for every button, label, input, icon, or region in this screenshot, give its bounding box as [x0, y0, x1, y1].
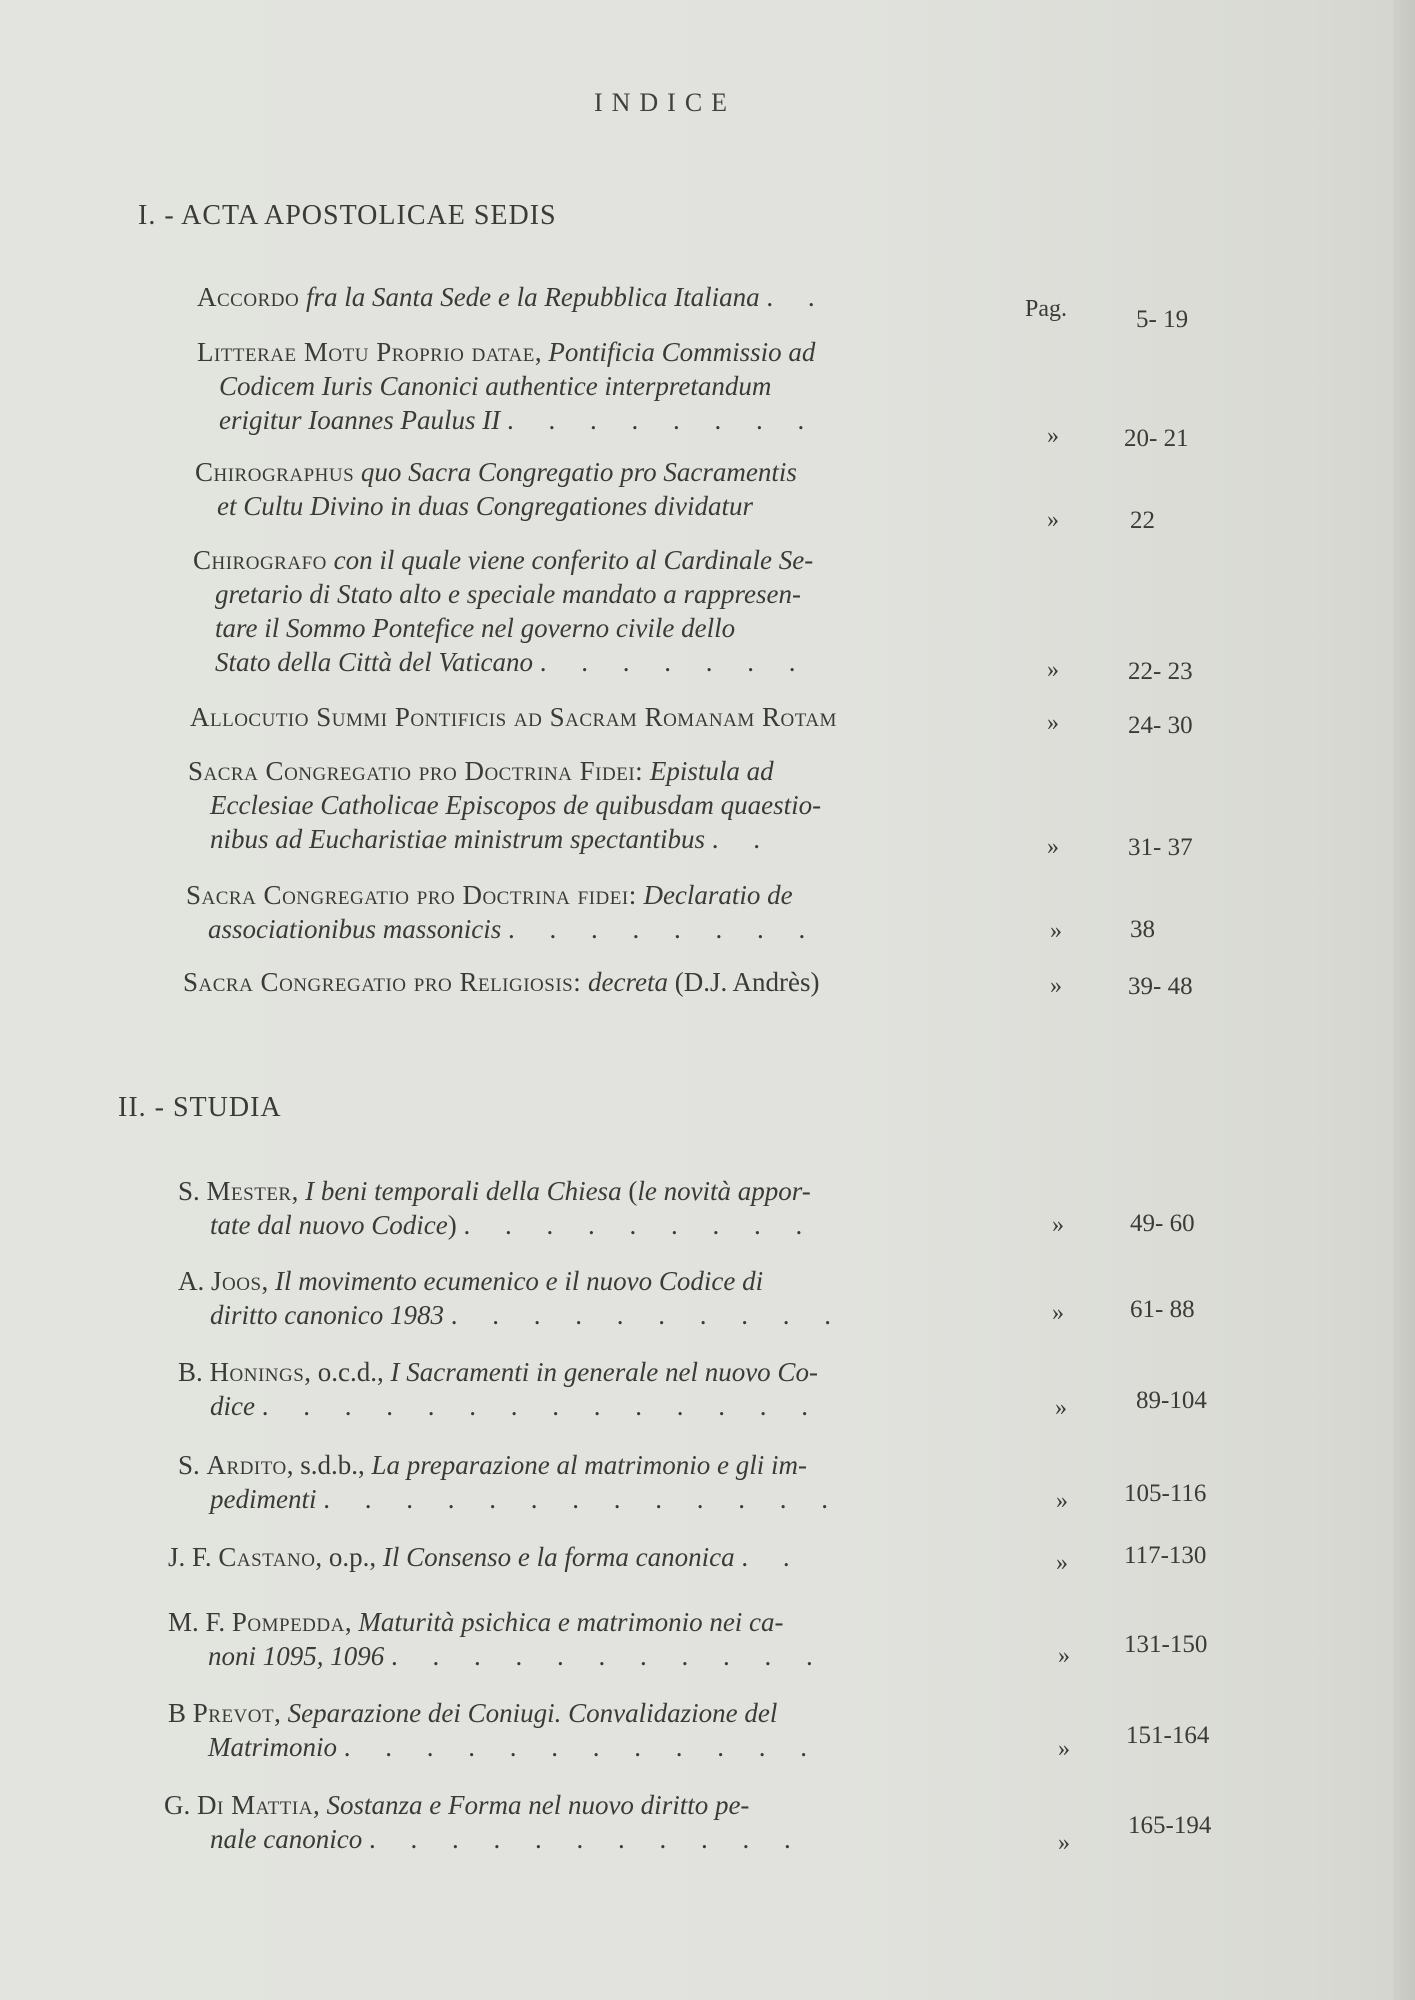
- page-range: 31- 37: [1128, 834, 1193, 861]
- entry-line: Chirografo con il quale viene conferito al Cardinale Se-: [193, 545, 814, 575]
- page-edge-shadow: [1393, 0, 1415, 2000]
- entry-line: Sacra Congregatio pro Religiosis: decreta (D.J. Andrès): [183, 967, 820, 997]
- page-range: 39- 48: [1128, 973, 1193, 1000]
- entry-text: [164, 1788, 805, 1856]
- entry-line: erigitur Ioannes Paulus II . . . . . . . .: [219, 405, 819, 435]
- entry-line: M. F. Pompedda, Maturità psichica e matrimonio nei ca-: [168, 1607, 784, 1637]
- entry-line: S. Ardito, s.d.b., La preparazione al matrimonio e gli im-: [178, 1450, 808, 1480]
- ditto-mark: »: [1047, 423, 1059, 449]
- entry-line: et Cultu Divino in duas Congregationes dividatur: [217, 491, 753, 521]
- page-range: 105-116: [1124, 1480, 1207, 1507]
- ditto-mark: »: [1056, 1550, 1068, 1576]
- section-heading-studia: II. - STUDIA: [118, 1092, 282, 1123]
- entry-line: Stato della Città del Vaticano . . . . . . .: [215, 647, 810, 677]
- entry-text: [197, 280, 829, 314]
- entry-line: S. Mester, I beni temporali della Chiesa (le novità appor-: [178, 1176, 811, 1206]
- entry-line: B Prevot, Separazione dei Coniugi. Convalidazione del: [168, 1698, 778, 1728]
- entry-line: Matrimonio . . . . . . . . . . . .: [208, 1732, 822, 1762]
- entry-text: [178, 1448, 842, 1516]
- page-range: 131-150: [1124, 1631, 1208, 1658]
- ditto-mark: »: [1055, 1395, 1067, 1421]
- ditto-mark: »: [1052, 1212, 1064, 1238]
- entry-line: Accordo fra la Santa Sede e la Repubblica Italiana . .: [197, 282, 829, 312]
- entry-line: Allocutio Summi Pontificis ad Sacram Romanam Rotam: [190, 702, 837, 732]
- entry-line: Ecclesiae Catholicae Episcopos de quibusdam quaestio-: [210, 790, 822, 820]
- entry-text: [178, 1264, 845, 1332]
- page-range: 89-104: [1136, 1387, 1207, 1414]
- page-range: 49- 60: [1130, 1210, 1195, 1237]
- entry-line: gretario di Stato alto e speciale mandato a rappresen-: [215, 579, 801, 609]
- ditto-mark: »: [1058, 1736, 1070, 1762]
- entry-line: A. Joos, Il movimento ecumenico e il nuovo Codice di: [178, 1266, 764, 1296]
- entry-text: [188, 754, 821, 856]
- ditto-mark: »: [1047, 834, 1059, 860]
- page-range: 151-164: [1126, 1722, 1210, 1749]
- page-abbreviation: Pag.: [1025, 296, 1067, 322]
- entry-text: [178, 1174, 816, 1242]
- page-range: 22: [1130, 507, 1155, 534]
- ditto-mark: »: [1058, 1830, 1070, 1856]
- entry-line: J. F. Castano, o.p., Il Consenso e la forma canonica . .: [168, 1542, 804, 1572]
- ditto-mark: »: [1052, 1300, 1064, 1326]
- entry-text: [168, 1696, 821, 1764]
- entry-text: [197, 335, 818, 437]
- entry-line: tate dal nuovo Codice) . . . . . . . . .: [210, 1210, 817, 1240]
- page-range: 165-194: [1128, 1812, 1212, 1839]
- ditto-mark: »: [1050, 918, 1062, 944]
- entry-line: associationibus massonicis . . . . . . . .: [208, 914, 820, 944]
- entry-line: nale canonico . . . . . . . . . . .: [210, 1824, 805, 1854]
- entry-line: noni 1095, 1096 . . . . . . . . . . .: [208, 1641, 827, 1671]
- ditto-mark: »: [1058, 1643, 1070, 1669]
- ditto-mark: »: [1050, 973, 1062, 999]
- entry-line: B. Honings, o.c.d., I Sacramenti in generale nel nuovo Co-: [178, 1357, 818, 1387]
- entry-line: tare il Sommo Pontefice nel governo civile dello: [215, 613, 736, 643]
- entry-text: [168, 1540, 804, 1574]
- page-range: 22- 23: [1128, 658, 1193, 685]
- page-range: 20- 21: [1124, 425, 1189, 452]
- entry-line: pedimenti . . . . . . . . . . . . .: [210, 1484, 842, 1514]
- page-range: 61- 88: [1130, 1296, 1195, 1323]
- entry-line: Codicem Iuris Canonici authentice interpretandum: [219, 371, 772, 401]
- page-range: 5- 19: [1136, 306, 1189, 333]
- entry-text: [183, 965, 819, 999]
- ditto-mark: »: [1047, 710, 1059, 736]
- page-title: INDICE: [593, 88, 737, 117]
- entry-text: [193, 543, 813, 679]
- ditto-mark: »: [1047, 657, 1059, 683]
- entry-line: Sacra Congregatio pro Doctrina fidei: Declaratio de: [186, 880, 793, 910]
- page-range: 38: [1130, 916, 1155, 943]
- entry-line: nibus ad Eucharistiae ministrum spectantibus . .: [210, 824, 774, 854]
- page-range: 117-130: [1124, 1542, 1207, 1569]
- entry-line: diritto canonico 1983 . . . . . . . . . .: [210, 1300, 845, 1330]
- entry-line: Sacra Congregatio pro Doctrina Fidei: Epistula ad: [188, 756, 774, 786]
- page-range: 24- 30: [1128, 712, 1193, 739]
- entry-text: [190, 700, 837, 734]
- entry-text: [178, 1355, 822, 1423]
- entry-text: [186, 878, 819, 946]
- section-heading-acta: I. - ACTA APOSTOLICAE SEDIS: [138, 200, 557, 231]
- entry-text: [195, 455, 797, 523]
- ditto-mark: »: [1047, 507, 1059, 533]
- entry-line: G. Di Mattia, Sostanza e Forma nel nuovo diritto pe-: [164, 1790, 750, 1820]
- entry-line: Chirographus quo Sacra Congregatio pro Sacramentis: [195, 457, 797, 487]
- entry-line: dice . . . . . . . . . . . . . .: [210, 1391, 822, 1421]
- entry-line: Litterae Motu Proprio datae, Pontificia Commissio ad: [197, 337, 816, 367]
- entry-text: [168, 1605, 827, 1673]
- ditto-mark: »: [1056, 1488, 1068, 1514]
